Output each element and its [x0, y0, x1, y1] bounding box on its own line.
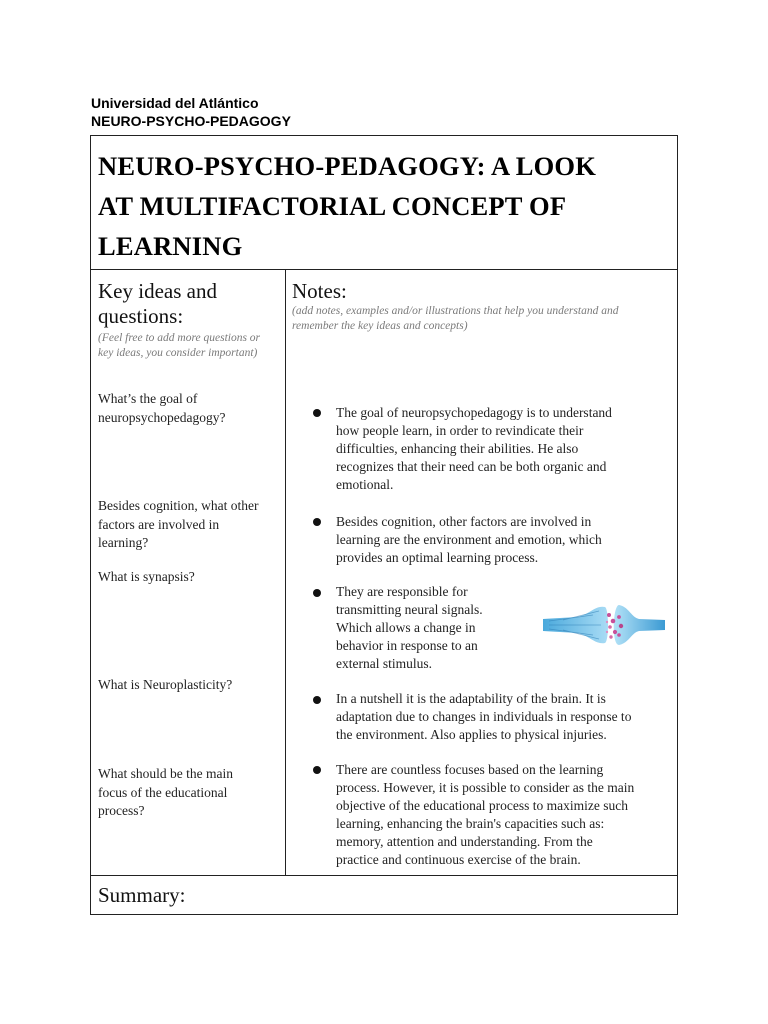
summary-divider [91, 875, 677, 876]
note-line: Which allows a change in [336, 620, 476, 635]
note-line: objective of the educational process to maximize such [336, 798, 629, 813]
key-ideas-heading [98, 279, 283, 329]
course-name: NEURO-PSYCHO-PEDAGOGY [91, 113, 291, 129]
question-line: Besides cognition, what other [98, 498, 259, 513]
note-line: practice and continuous exercise of the brain. [336, 852, 581, 867]
bullet-icon [313, 518, 321, 526]
note-line: Besides cognition, other factors are involved in [336, 514, 592, 529]
note-line: behavior in response to an [336, 638, 478, 653]
note-main-focus [336, 761, 676, 869]
synapse-illustration-icon [543, 601, 665, 649]
hint-line: key ideas, you consider important) [98, 347, 258, 359]
note-line: The goal of neuropsychopedagogy is to understand [336, 405, 612, 420]
column-divider [285, 270, 286, 875]
note-factors [336, 513, 671, 567]
note-goal [336, 404, 671, 494]
hint-line: (add notes, examples and/or illustrations that help you understand and [292, 305, 619, 317]
title-line: LEARNING [98, 231, 243, 261]
note-line: difficulties, enhancing their abilities. He also [336, 441, 579, 456]
note-line: memory, attention and understanding. From the [336, 834, 593, 849]
question-line: factors are involved in [98, 516, 220, 532]
hint-line: (Feel free to add more questions or [98, 332, 261, 344]
question-line: neuropsychopedagogy? [98, 409, 226, 425]
question-line: learning? [98, 535, 149, 550]
note-line: They are responsible for [336, 584, 468, 599]
bullet-icon [313, 766, 321, 774]
note-line: process. However, it is possible to consider as the main [336, 780, 635, 795]
bullet-icon [313, 589, 321, 597]
question-factors [98, 497, 280, 553]
heading-line: questions: [98, 304, 184, 328]
question-synapsis [98, 568, 280, 587]
question-main-focus [98, 765, 280, 821]
note-line: provides an optimal learning process. [336, 550, 539, 565]
note-line: external stimulus. [336, 656, 432, 671]
note-line: learning are the environment and emotion, which [336, 532, 602, 547]
question-line: What is Neuroplasticity? [98, 677, 233, 692]
note-line: recognizes that their need can be both organic and [336, 459, 607, 474]
question-line: focus of the educational [98, 784, 228, 800]
key-ideas-hint [98, 331, 284, 361]
notes-heading: Notes: [292, 279, 347, 303]
note-neuroplasticity [336, 690, 676, 744]
summary-label: Summary: [98, 883, 186, 907]
note-line: adaptation due to changes in individuals in response to [336, 709, 632, 724]
question-line: What should be the main [98, 766, 233, 781]
note-line: transmitting neural signals. [336, 602, 483, 617]
question-line: process? [98, 803, 145, 818]
question-line: What’s the goal of [98, 391, 198, 406]
note-line: how people learn, in order to revindicate their [336, 423, 584, 438]
question-goal [98, 390, 280, 427]
question-line: What is synapsis? [98, 569, 195, 584]
title-line: NEURO-PSYCHO-PEDAGOGY: A LOOK [98, 151, 597, 181]
university-name: Universidad del Atlántico [91, 95, 259, 111]
bullet-icon [313, 696, 321, 704]
note-line: There are countless focuses based on the learning [336, 762, 604, 777]
worksheet-table [90, 135, 678, 915]
heading-line: Key ideas and [98, 279, 217, 303]
title-line: AT MULTIFACTORIAL CONCEPT OF [98, 191, 567, 221]
bullet-icon [313, 409, 321, 417]
title-divider [91, 269, 677, 270]
note-line: emotional. [336, 477, 394, 492]
note-line: learning, enhancing the brain's capacities such as: [336, 816, 605, 831]
hint-line: remember the key ideas and concepts) [292, 320, 468, 332]
note-line: the environment. Also applies to physical injuries. [336, 727, 607, 742]
document-title [98, 146, 673, 266]
notes-hint [292, 304, 672, 334]
question-neuroplasticity [98, 676, 280, 695]
note-synapsis [336, 583, 536, 673]
note-line: In a nutshell it is the adaptability of the brain. It is [336, 691, 606, 706]
